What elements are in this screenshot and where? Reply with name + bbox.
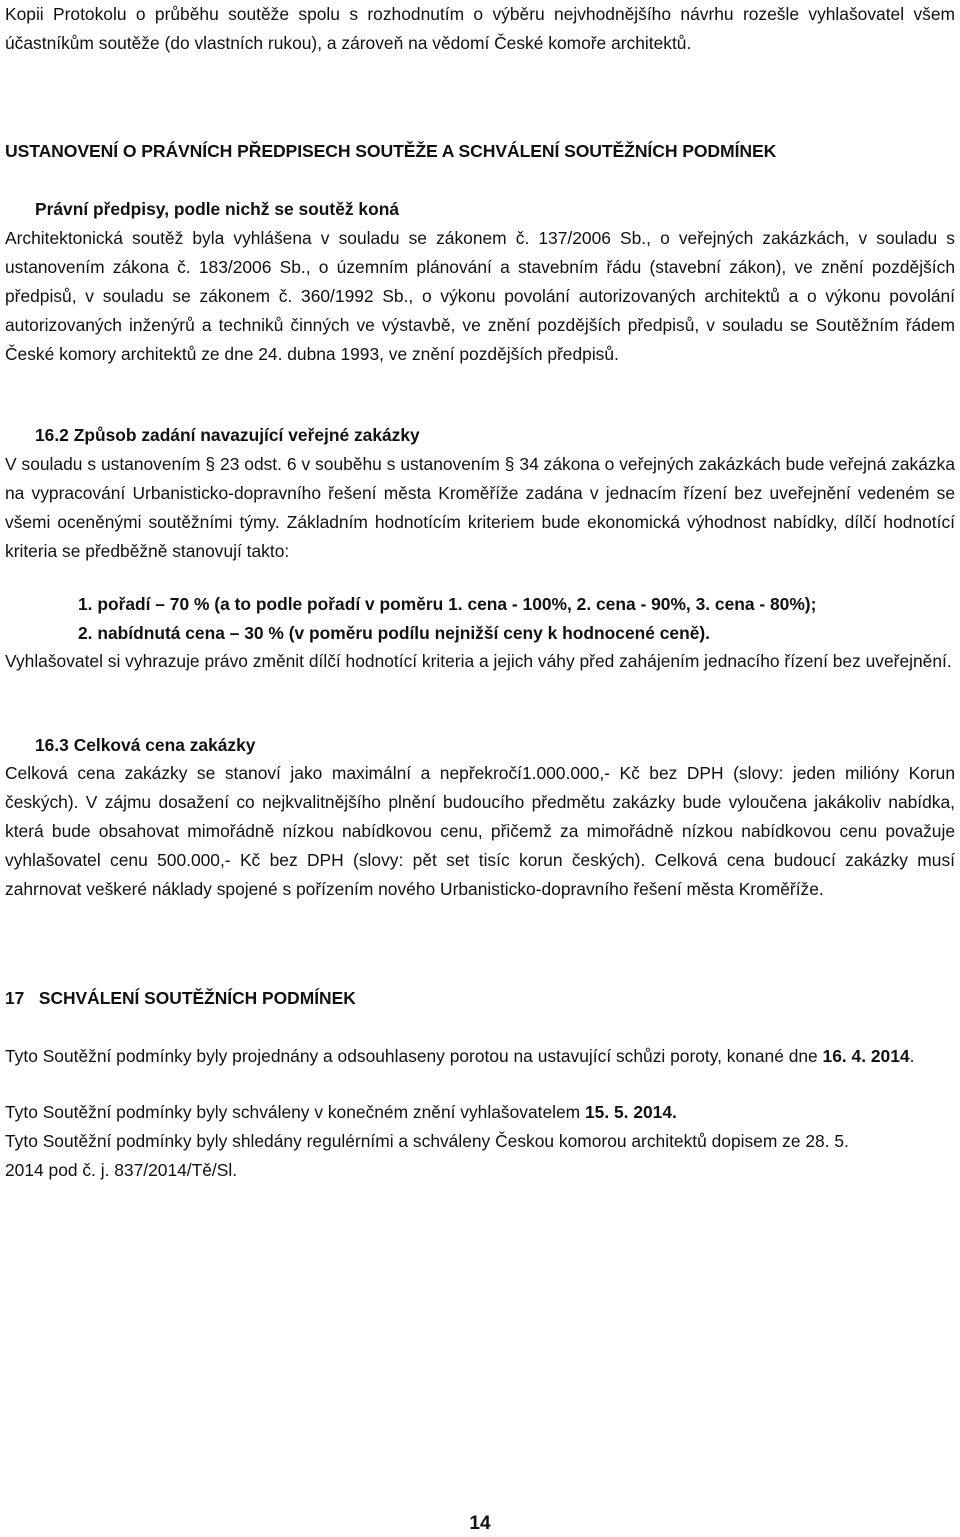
intro-paragraph: Kopii Protokolu o průběhu soutěže spolu s rozhodnutím o výběru nejvhodnějšího návrhu rozešle vyhlašovatel všem účastníkům soutěže (do vlastních rukou), a zároveň na vědomí České komoře architektů. bbox=[5, 4, 955, 53]
approval-1-date: 16. 4. 2014 bbox=[822, 1046, 910, 1066]
legal-regulations-heading: Právní předpisy, podle nichž se soutěž koná bbox=[35, 199, 400, 219]
approval-2-date: 15. 5. 2014. bbox=[584, 1102, 677, 1122]
section-16-2-paragraph: V souladu s ustanovením § 23 odst. 6 v souběhu s ustanovením § 34 zákona o veřejných zakázkách bude veřejná zakázka na vypracování Urbanisticko-dopravního řešení města Kroměříže zadána v jednacím řízení bez uveřejnění vedeném se všemi oceněnými soutěžními týmy. Základním hodnotícím kriteriem bude ekonomická výhodnost nabídky, dílčí hodnotící kriteria se předběžně stanovují takto: bbox=[5, 454, 955, 561]
section-16-2-heading bbox=[35, 421, 420, 450]
criteria-item-1: 1. pořadí – 70 % (a to podle pořadí v poměru 1. cena - 100%, 2. cena - 90%, 3. cena - 80%); bbox=[78, 594, 817, 614]
section-16-3-title: Celková cena zakázky bbox=[73, 735, 256, 755]
section-heading: USTANOVENÍ O PRÁVNÍCH PŘEDPISECH SOUTĚŽE A SCHVÁLENÍ SOUTĚŽNÍCH PODMÍNEK bbox=[5, 141, 777, 161]
section-17-heading bbox=[5, 984, 356, 1013]
criteria-item-2: 2. nabídnutá cena – 30 % (v poměru podílu nejnižší ceny k hodnocené ceně). bbox=[78, 623, 711, 643]
approval-paragraph-3: Tyto Soutěžní podmínky byly shledány regulérními a schváleny Českou komorou architektů dopisem ze 28. 5. 2014 pod č. j. 837/2014/Tě/Sl. bbox=[5, 1131, 849, 1180]
section-16-2-title: Způsob zadání navazující veřejné zakázky bbox=[73, 425, 420, 445]
section-16-2-number: 16.2 bbox=[35, 425, 69, 445]
approval-1-end: . bbox=[909, 1046, 915, 1066]
section-16-3-heading bbox=[35, 731, 255, 760]
page-number: 14 bbox=[469, 1513, 491, 1534]
section-16-2-note: Vyhlašovatel si vyhrazuje právo změnit dílčí hodnotící kriteria a jejich váhy před zahájením jednacího řízení bez uveřejnění. bbox=[5, 651, 952, 671]
section-16-3-paragraph: Celková cena zakázky se stanoví jako maximální a nepřekročí1.000.000,- Kč bez DPH (slovy: jeden milióny Korun českých). V zájmu dosažení co nejkvalitnějšího plnění budoucího předmětu zakázky bude vyloučena jakákoliv nabídka, která bude obsahovat mimořádně nízkou nabídkovou cenu, přičemž za mimořádně nízkou nabídkovou cenu považuje vyhlašovatel cenu 500.000,- Kč bez DPH (slovy: pět set tisíc korun českých). Celková cena budoucí zakázky musí zahrnovat veškeré náklady spojené s pořízením nového Urbanisticko-dopravního řešení města Kroměříže. bbox=[5, 763, 955, 899]
approval-2-text: Tyto Soutěžní podmínky byly schváleny v konečném znění vyhlašovatelem bbox=[5, 1102, 585, 1122]
approval-1-text: Tyto Soutěžní podmínky byly projednány a odsouhlaseny porotou na ustavující schůzi poroty, konané dne bbox=[5, 1046, 823, 1066]
approval-paragraph-2 bbox=[5, 1098, 955, 1127]
section-17-title: SCHVÁLENÍ SOUTĚŽNÍCH PODMÍNEK bbox=[38, 988, 356, 1008]
section-16-3-number: 16.3 bbox=[35, 735, 69, 755]
section-17-number: 17 bbox=[5, 988, 25, 1008]
legal-regulations-paragraph: Architektonická soutěž byla vyhlášena v souladu se zákonem č. 137/2006 Sb., o veřejných zakázkách, v souladu s ustanovením zákona č. 183/2006 Sb., o územním plánování a stavebním řádu (stavební zákon), ve znění pozdějších předpisů, v souladu se zákonem č. 360/1992 Sb., o výkonu povolání autorizovaných architektů a o výkonu povolání autorizovaných inženýrů a techniků činných ve výstavbě, ve znění pozdějších předpisů, v souladu se Soutěžním řádem České komory architektů ze dne 24. dubna 1993, ve znění pozdějších předpisů. bbox=[5, 228, 955, 364]
approval-paragraph-1 bbox=[5, 1042, 955, 1071]
